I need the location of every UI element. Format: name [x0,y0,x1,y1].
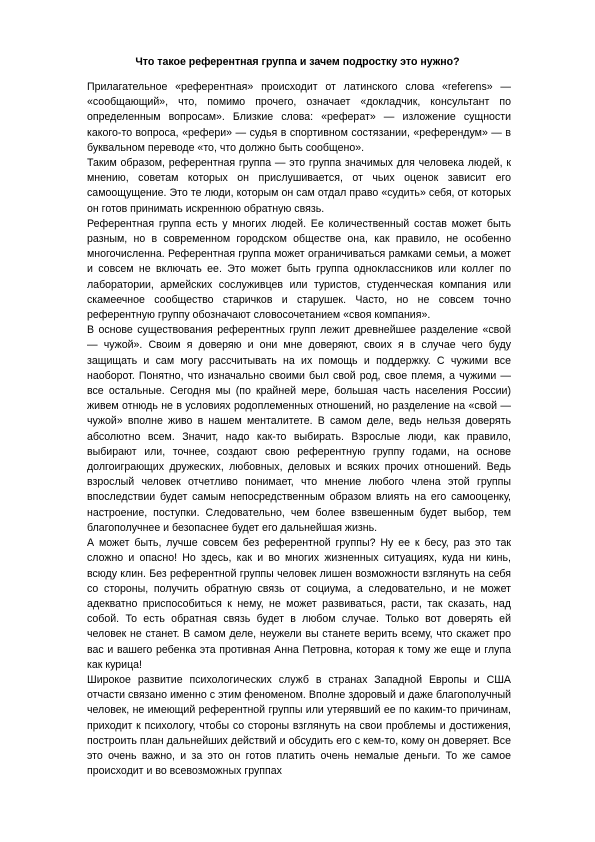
page-title: Что такое референтная группа и зачем подростку это нужно? [135,56,460,68]
paragraph-1: Прилагательное «референтная» происходит от латинского слова «referens» — «сообщающий», что, помимо прочего, означает «докладчик, консультант по определенным вопросам». Близкие слова: «реферат» — изложение сущности какого-то вопроса, «рефери» — судья в спортивном состязании, «референдум» — в буквальном переводе «то, что должно быть сообщено». [87,81,511,154]
article-body [87,80,511,779]
paragraph-3: Референтная группа есть у многих людей. Ее количественный состав может быть разным, но в современном городском обществе она, как правило, не особенно многочисленна. Референтная группа может ограничиваться рамками семьи, а может и совсем не включать ее. Это может быть группа одноклассников или коллег по лаборатории, армейских сослуживцев или туристов, студенческая компания или скамеечное сообщество старичков и старушек. Часто, но не совсем точно референтную группу обозначают словосочетанием «своя компания». [87,217,511,322]
paragraph-4: В основе существования референтных групп лежит древнейшее разделение «свой — чужой». Своим я доверяю и они мне доверяют, своих я в случае чего буду защищать и сам могу рассчитывать на их помощь и поддержку. С чужими все наоборот. Понятно, что изначально своими был свой род, свое племя, а чужими — все остальные. Сегодня мы (по крайней мере, большая часть населения России) живем отнюдь не в условиях родоплеменных отношений, но разделение на «свой — чужой» вполне живо в нашем менталитете. В самом деле, ведь нельзя доверять абсолютно всем. Значит, надо как-то выбирать. Взрослые люди, как правило, выбирают или, точнее, создают свою референтную группу годами, на основе долгоиграющих дружеских, любовных, деловых и всяких прочих отношений. Ведь взрослый человек отчетливо понимает, что мнение любого члена этой группы впоследствии будет самым непосредственным образом влиять на его самооценку, настроение, поступки. Следовательно, чем более взвешенным будет выбор, тем благополучнее и безопаснее будет его дальнейшая жизнь. [87,324,511,534]
paragraph-2: Таким образом, референтная группа — это группа значимых для человека людей, к мнению, советам которых он прислушивается, от чьих оценок зависит его самоощущение. Это те люди, которым он сам отдал право «судить» себя, от которых он готов принимать искреннюю обратную связь. [87,157,511,215]
paragraph-5: А может быть, лучше совсем без референтной группы? Ну ее к бесу, раз это так сложно и опасно! Но здесь, как и во многих жизненных ситуациях, куда ни кинь, всюду клин. Без референтной группы человек лишен возможности взглянуть на себя со стороны, получить обратную связь от социума, а следовательно, и не может адекватно приспособиться к нему, не может развиваться, расти, так сказать, над собой. То есть обратная связь будет в любом случае. Только вот доверять ей человек не станет. В самом деле, неужели вы станете верить всему, что скажет про вас и вашего ребенка эта противная Анна Петровна, которая к тому же еще и глупа как курица! [87,537,511,671]
paragraph-6: Широкое развитие психологических служб в странах Западной Европы и США отчасти связано именно с этим феноменом. Вполне здоровый и даже благополучный человек, не имеющий референтной группы или утерявший ее по каким-то причинам, приходит к психологу, чтобы со стороны взглянуть на свои проблемы и достижения, построить план дальнейших действий и обсудить его с кем-то, кому он доверяет. Все это очень важно, и за это он готов платить очень немалые деньги. То же самое происходит и во всевозможных группах [87,673,511,778]
